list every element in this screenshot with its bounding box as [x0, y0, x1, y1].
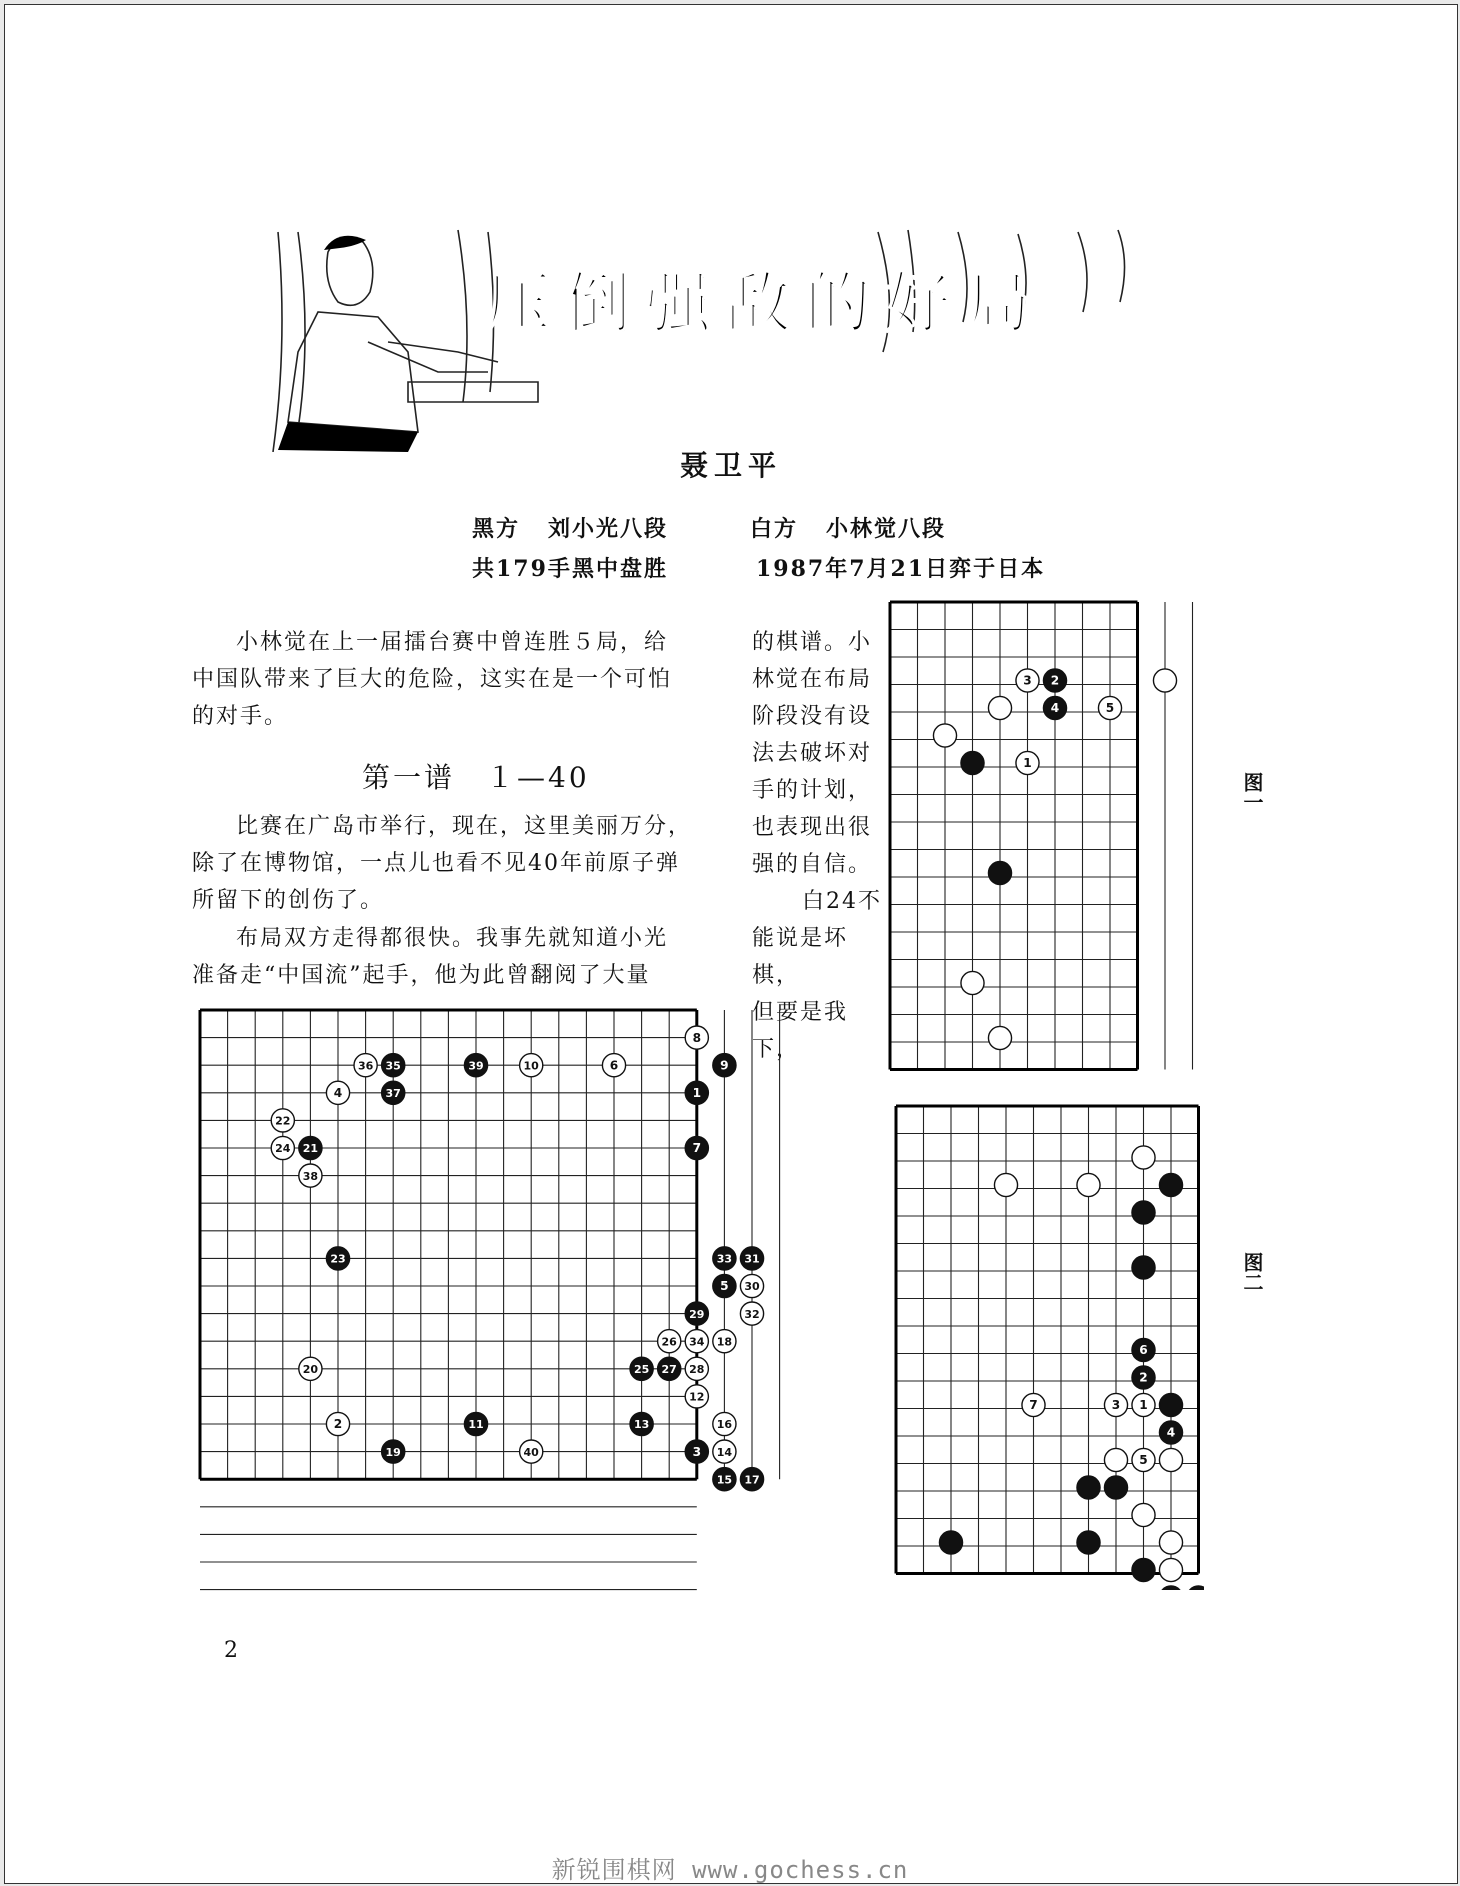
move-number: 16 — [716, 1418, 733, 1432]
move-number: 39 — [468, 1059, 484, 1073]
move-number: 37 — [385, 1086, 401, 1100]
move-number: 29 — [689, 1307, 705, 1321]
text-line: 小林觉在上一届擂台赛中曾连胜５局，给 — [236, 630, 669, 655]
black-stone — [630, 1357, 653, 1380]
page-number: 2 — [224, 1638, 238, 1663]
black-stone — [961, 751, 984, 774]
white-stone — [988, 696, 1011, 719]
text-line: 白24不 — [802, 889, 882, 914]
white-stone — [1132, 1503, 1155, 1526]
white-stone — [271, 1109, 294, 1132]
black-stone — [713, 1468, 736, 1491]
move-number: 30 — [744, 1280, 760, 1294]
black-stone — [382, 1054, 405, 1077]
black-stone — [988, 861, 1011, 884]
white-stone — [1153, 669, 1176, 692]
white-stone — [1132, 1146, 1155, 1169]
black-stone — [1132, 1256, 1155, 1279]
side-column-text — [752, 624, 888, 1068]
white-stone — [740, 1274, 763, 1297]
move-number: 5 — [1139, 1453, 1148, 1468]
figure-label-1: 图一 — [1240, 772, 1264, 812]
black-stone — [1077, 1531, 1100, 1554]
figure-label-2: 图二 — [1240, 1252, 1264, 1292]
text-line: 林觉在布局 — [752, 667, 873, 692]
move-number: 9 — [720, 1058, 729, 1073]
move-number: 3 — [1023, 673, 1032, 688]
intro-paragraph — [192, 624, 712, 735]
white-player: 小林觉八段 — [826, 516, 947, 542]
white-stone — [713, 1412, 736, 1435]
article-title: 压倒强敌的好局 — [485, 264, 1045, 342]
move-number: 4 — [1166, 1425, 1176, 1440]
text-line: 手的计划， — [752, 778, 873, 803]
move-number: 40 — [523, 1445, 539, 1459]
black-stone — [939, 1531, 962, 1554]
black-stone — [464, 1412, 487, 1435]
black-stone — [326, 1247, 349, 1270]
black-stone — [1159, 1393, 1182, 1416]
black-stone — [1104, 1476, 1127, 1499]
footer-watermark: 新锐围棋网 www.gochess.cn — [551, 1856, 909, 1884]
move-number: 4 — [1050, 701, 1060, 716]
move-number: 10 — [523, 1059, 539, 1073]
section-title: 第一谱 １—40 — [362, 761, 590, 794]
black-stone — [740, 1247, 763, 1270]
move-number: 22 — [275, 1114, 291, 1128]
game-result: 黑中盘胜 — [572, 556, 669, 582]
move-number: 34 — [689, 1335, 705, 1349]
white-stone — [1016, 669, 1039, 692]
white-stone — [685, 1385, 708, 1408]
black-stone — [658, 1357, 681, 1380]
white-stone — [988, 1026, 1011, 1049]
move-number: 21 — [302, 1142, 319, 1156]
move-number: 7 — [692, 1141, 702, 1156]
white-stone — [520, 1440, 543, 1463]
text-line: 所留下的创伤了。 — [192, 888, 385, 913]
move-number: 24 — [275, 1142, 291, 1156]
board-grid — [890, 602, 1193, 1070]
white-stone — [685, 1026, 708, 1049]
text-line: 比赛在广岛市举行，现在，这里美丽万分， — [236, 814, 693, 839]
move-number: 11 — [468, 1418, 484, 1432]
move-number: 32 — [744, 1307, 760, 1321]
black-stone — [1077, 1476, 1100, 1499]
move-number: 6 — [609, 1058, 619, 1073]
white-stone — [685, 1330, 708, 1353]
black-stone — [382, 1081, 405, 1104]
author-name: 聂卫平 — [680, 449, 783, 482]
move-number: 33 — [716, 1252, 733, 1266]
black-stone — [630, 1412, 653, 1435]
white-stone — [713, 1440, 736, 1463]
move-number: 3 — [692, 1444, 702, 1459]
text-line: 的对手。 — [192, 704, 289, 729]
move-number: 7 — [1029, 1398, 1038, 1413]
text-line: 中国队带来了巨大的危险，这实在是一个可怕 — [192, 667, 673, 692]
white-stone — [740, 1302, 763, 1325]
black-stone — [1159, 1173, 1182, 1196]
move-number: 12 — [689, 1390, 705, 1404]
move-number: 2 — [333, 1417, 343, 1432]
black-stone — [1159, 1421, 1182, 1444]
black-label: 黑方 — [472, 516, 521, 542]
text-line: 也表现出很 — [752, 815, 873, 840]
move-number: 19 — [385, 1445, 401, 1459]
black-stone — [685, 1440, 708, 1463]
text-line: 准备走“中国流”起手，他为此曾翻阅了大量 — [192, 963, 651, 988]
white-stone — [1159, 1531, 1182, 1554]
black-stone — [464, 1054, 487, 1077]
white-stone — [602, 1054, 625, 1077]
white-stone — [658, 1330, 681, 1353]
text-line: 但要是我下， — [752, 1000, 849, 1062]
black-stone — [382, 1440, 405, 1463]
go-diagram-fig2 — [892, 1102, 1204, 1590]
move-number: 1 — [1023, 756, 1032, 771]
white-stone — [1077, 1173, 1100, 1196]
white-stone — [1159, 1558, 1182, 1581]
move-number: 18 — [716, 1335, 733, 1349]
white-stone — [1104, 1393, 1127, 1416]
text-line: 能说是坏棋， — [752, 926, 849, 988]
move-number: 5 — [1105, 701, 1115, 716]
black-stone — [1132, 1201, 1155, 1224]
paragraph-2 — [192, 920, 712, 994]
move-number: 20 — [302, 1362, 319, 1376]
move-number: 31 — [744, 1252, 760, 1266]
move-number: 36 — [357, 1059, 374, 1073]
black-stone — [1159, 1586, 1182, 1590]
board-edges — [896, 1106, 1199, 1574]
black-stone — [1043, 696, 1066, 719]
white-label: 白方 — [750, 516, 799, 542]
text-line: 强的自信。 — [752, 852, 873, 877]
black-stone — [685, 1081, 708, 1104]
black-stone — [1187, 1586, 1204, 1590]
move-number: 35 — [385, 1059, 401, 1073]
move-number: 6 — [1139, 1343, 1148, 1358]
text-line: 布局双方走得都很快。我事先就知道小光 — [236, 926, 669, 951]
move-number: 2 — [1139, 1370, 1148, 1385]
black-stone — [740, 1468, 763, 1491]
black-stone — [299, 1136, 322, 1159]
move-number: 8 — [692, 1030, 702, 1045]
go-diagram-fig1 — [886, 594, 1198, 1084]
white-stone — [1016, 751, 1039, 774]
move-number: 23 — [330, 1252, 346, 1266]
black-stone — [1132, 1558, 1155, 1581]
move-number: 25 — [633, 1362, 650, 1376]
move-number: 17 — [744, 1473, 760, 1487]
white-stone — [961, 971, 984, 994]
black-stone — [1132, 1338, 1155, 1361]
white-stone — [326, 1081, 349, 1104]
white-stone — [1104, 1448, 1127, 1471]
white-stone — [1132, 1448, 1155, 1471]
white-stone — [1022, 1393, 1045, 1416]
move-count: 共179手 — [472, 556, 572, 582]
move-number: 38 — [302, 1169, 319, 1183]
text-line: 的棋谱。小 — [752, 630, 873, 655]
move-number: 2 — [1050, 673, 1060, 688]
black-stone — [713, 1274, 736, 1297]
black-stone — [1043, 669, 1066, 692]
move-number: 3 — [1111, 1398, 1121, 1413]
text-line: 除了在博物馆，一点儿也看不见40年前原子弹 — [192, 851, 680, 876]
white-stone — [299, 1164, 322, 1187]
text-line: 阶段没有设 — [752, 704, 873, 729]
black-stone — [685, 1302, 708, 1325]
move-number: 4 — [333, 1085, 343, 1100]
move-number: 5 — [720, 1279, 729, 1294]
white-stone — [520, 1054, 543, 1077]
white-stone — [933, 724, 956, 747]
board-grid — [896, 1106, 1199, 1574]
go-diagram-main — [198, 1008, 802, 1604]
white-stone — [271, 1136, 294, 1159]
move-number: 13 — [633, 1418, 650, 1432]
paragraph-1 — [192, 808, 712, 919]
white-stone — [1132, 1393, 1155, 1416]
black-stone — [685, 1136, 708, 1159]
move-number: 1 — [692, 1085, 702, 1100]
text-line: 法去破坏对 — [752, 741, 873, 766]
move-number: 27 — [661, 1362, 677, 1376]
move-number: 15 — [716, 1473, 733, 1487]
white-stone — [1098, 696, 1121, 719]
white-stone — [713, 1330, 736, 1353]
white-stone — [685, 1357, 708, 1380]
black-stone — [713, 1054, 736, 1077]
board-edges — [890, 602, 1138, 1070]
white-stone — [354, 1054, 377, 1077]
move-number: 26 — [661, 1335, 677, 1349]
game-date-place: 1987年7月21日弈于日本 — [756, 556, 1046, 582]
move-number: 1 — [1139, 1398, 1148, 1413]
black-stone — [1132, 1366, 1155, 1389]
white-stone — [326, 1412, 349, 1435]
white-stone — [1159, 1448, 1182, 1471]
black-player: 刘小光八段 — [548, 516, 669, 542]
move-number: 28 — [689, 1362, 705, 1376]
black-stone — [713, 1247, 736, 1270]
move-number: 14 — [716, 1445, 733, 1459]
white-stone — [299, 1357, 322, 1380]
white-stone — [994, 1173, 1017, 1196]
